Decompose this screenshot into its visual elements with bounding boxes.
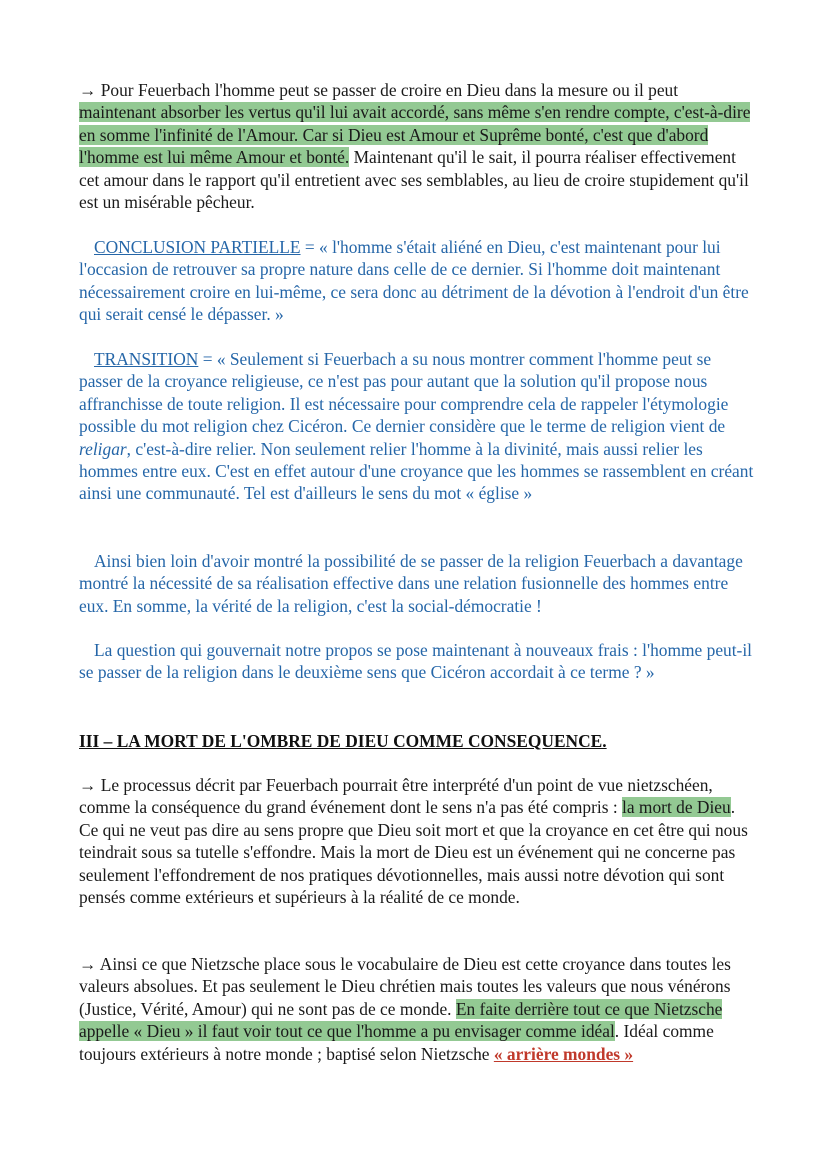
p3-text-end: . Ce qui ne veut pas dire au sens propre que Dieu soit mort et que la croyance en cet être qui nous teindrait sous sa tutelle s'effondre. Mais la mort de Dieu est un événement qui ne concerne pas seulement l'effondrement de nos pratiques dévotionnelles, mais aussi notre dévotion qui sont pensés comme extérieurs et supérieurs à la réalité de ce monde. — [79, 797, 748, 908]
highlight-ideal: En faite derrière tout ce que Nietzsche appelle « Dieu » il faut voir tout ce que l'homme a pu envisager comme idéal — [79, 998, 723, 1042]
p3-text-start: → Le processus décrit par Feuerbach pourrait être interprété d'un point de vue nietzschéen, comme la conséquence du grand événement dont le sens n'a pas été compris : — [79, 775, 713, 818]
highlight-virtues: maintenant absorber les vertus qu'il lui avait accordé, sans même s'en rendre compte, c'est-à-dire en somme l'infinité de l'Amour. Car si Dieu est Amour et Suprême bonté, c'est que d'abord l'homme est lui même Amour et bonté. — [79, 102, 751, 168]
paragraph-nietzsche-valeurs — [79, 953, 755, 1065]
transition-italic-word: religar — [79, 438, 127, 459]
paragraph-conclusion-partielle — [79, 236, 755, 326]
paragraph-transition — [79, 348, 755, 505]
section-heading: III – LA MORT DE L'OMBRE DE DIEU COMME CONSEQUENCE. — [79, 731, 607, 751]
transition-label: TRANSITION — [94, 349, 199, 369]
highlight-mort-de-dieu: la mort de Dieu — [622, 797, 731, 818]
p1-text-start: → Pour Feuerbach l'homme peut se passer de croire en Dieu dans la mesure ou il peut — [79, 80, 679, 100]
paragraph-question: La question qui gouvernait notre propos se pose maintenant à nouveaux frais : l'homme peut-il se passer de la religion dans le deuxième sens que Cicéron accordait à ce terme ? » — [79, 640, 753, 683]
p1-text-end: Maintenant qu'il le sait, il pourra réaliser effectivement cet amour dans le rapport qu'il entretient avec ses semblables, au lieu de croire stupidement qu'il est un misérable pêcheur. — [79, 147, 749, 213]
conclusion-text: = « l'homme s'était aliéné en Dieu, c'est maintenant pour lui l'occasion de retrouver sa propre nature dans celle de ce dernier. Si l'homme doit maintenant nécessairement croire en lui-même, ce sera donc au détriment de la dévotion à l'endroit d'un être qui serait censé le dépasser. » — [79, 237, 749, 325]
transition-text-end: , c'est-à-dire relier. Non seulement relier l'homme à la divinité, mais aussi relier les hommes entre eux. C'est en effet autour d'une croyance que les hommes se rassemblent en créant ainsi une communauté. Tel est d'ailleurs le sens du mot « église » — [79, 438, 754, 504]
transition-text-start: = « Seulement si Feuerbach a su nous montrer comment l'homme peut se passer de la croyance religieuse, ce n'est pas pour autant que la solution qu'il propose nous affranchisse de toute religion. Il est nécessaire pour comprendre cela de rappeler l'étymologie possible du mot religion chez Cicéron. Ce dernier considère que le terme de religion vient de — [79, 349, 729, 437]
paragraph-ainsi: Ainsi bien loin d'avoir montré la possibilité de se passer de la religion Feuerbach a davantage montré la nécessité de sa réalisation effective dans une relation fusionnelle des hommes entre eux. En somme, la vérité de la religion, c'est la social-démocratie ! — [79, 551, 743, 616]
paragraph-feuerbach-love — [79, 79, 755, 213]
conclusion-label: CONCLUSION PARTIELLE — [94, 237, 301, 257]
p4-text-start: → Ainsi ce que Nietzsche place sous le vocabulaire de Dieu est cette croyance dans toutes les valeurs absolues. Et pas seulement le Dieu chrétien mais toutes les valeurs que nous vénérons (Justice, Vérité, Amour) qui ne sont pas de ce monde. — [79, 954, 731, 1019]
arriere-mondes-term: « arrière mondes » — [493, 1043, 634, 1064]
paragraph-mort-de-dieu — [79, 774, 755, 908]
p4-text-middle: . Idéal comme toujours extérieurs à notre monde ; baptisé selon Nietzsche — [79, 1021, 714, 1064]
